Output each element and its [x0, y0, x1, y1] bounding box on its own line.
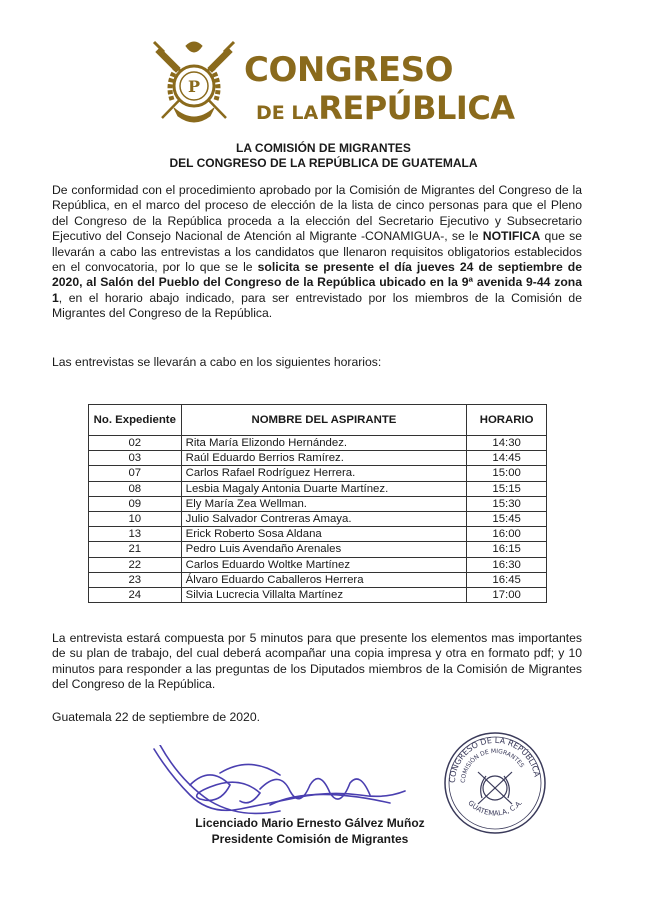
logo-word-congreso: CONGRESO	[244, 50, 454, 90]
congress-logo-text	[244, 50, 515, 132]
table-header-row	[89, 405, 547, 436]
table-row	[89, 511, 547, 526]
table-row	[89, 587, 547, 602]
table-row	[89, 436, 547, 451]
cell-expediente: 02	[89, 436, 182, 451]
svg-text:P: P	[187, 77, 201, 96]
paragraph-bold-notifica: NOTIFICA	[482, 229, 541, 244]
table-row	[89, 542, 547, 557]
cell-nombre: Carlos Eduardo Woltke Martínez	[181, 557, 467, 572]
cell-nombre: Lesbia Magaly Antonia Duarte Martínez.	[181, 481, 467, 496]
cell-horario: 15:15	[467, 481, 547, 496]
cell-horario: 15:45	[467, 511, 547, 526]
column-header-expediente: No. Expediente	[89, 405, 182, 436]
cell-expediente: 21	[89, 542, 182, 557]
cell-horario: 17:00	[467, 587, 547, 602]
table-row	[89, 451, 547, 466]
column-header-nombre: NOMBRE DEL ASPIRANTE	[181, 405, 467, 436]
schedule-intro-paragraph: Las entrevistas se llevarán a cabo en los siguientes horarios:	[52, 355, 382, 369]
table-row	[89, 527, 547, 542]
cell-expediente: 08	[89, 481, 182, 496]
paragraph-text: que se llevarán a cabo las entrevistas a los candidatos que llenaron requisitos obligatorios establecidos en el convocatoria, por lo que se le	[52, 229, 583, 275]
cell-horario: 14:45	[467, 451, 547, 466]
table-row	[89, 466, 547, 481]
logo-word-de-la: DE LA	[256, 102, 319, 124]
title-line-2: DEL CONGRESO DE LA REPÚBLICA DE GUATEMALA	[169, 156, 478, 170]
paragraph-text: De conformidad con el procedimiento aprobado por la Comisión de Migrantes del Congreso de la República, en el marco del proceso de elección de la lista de cinco personas para que el Pleno del Congreso de la República proceda a la elección del Secretario Ejecutivo y Subsecretario Ejecutivo del Consejo Nacional de Atención al Migrante -CONAMIGUA-, se le	[52, 183, 582, 244]
cell-expediente: 09	[89, 496, 182, 511]
seal-emblem-icon	[478, 772, 512, 804]
congress-coat-of-arms-icon	[150, 38, 238, 130]
logo-word-republica: REPÚBLICA	[318, 89, 515, 127]
paragraph-text: , en el horario abajo indicado, para ser entrevistado por los miembros de la Comisión de Migrantes del Congreso de la República.	[52, 290, 582, 321]
cell-horario: 15:00	[467, 466, 547, 481]
cell-horario: 16:30	[467, 557, 547, 572]
cell-expediente: 13	[89, 527, 182, 542]
table-row	[89, 557, 547, 572]
cell-nombre: Julio Salvador Contreras Amaya.	[181, 511, 467, 526]
signer-role: Presidente Comisión de Migrantes	[211, 832, 409, 846]
seal-text-top: CONGRESO DE LA REPÚBLICA	[447, 735, 542, 784]
logo-word-de-la-republica	[256, 89, 515, 132]
cell-nombre: Carlos Rafael Rodríguez Herrera.	[181, 466, 467, 481]
signer-name: Licenciado Mario Ernesto Gálvez Muñoz	[195, 816, 425, 830]
interview-format-paragraph: La entrevista estará compuesta por 5 minutos para que presente los elementos mas importantes de su plan de trabajo, del cual deberá acompañar una copia impresa y otra en formato pdf; y 10 minutos para responder a las preguntas de los Diputados miembros de la Comisión de Migrantes del Congreso de la República.	[52, 631, 582, 692]
table-row	[89, 572, 547, 587]
cell-expediente: 10	[89, 511, 182, 526]
cell-horario: 16:45	[467, 572, 547, 587]
cell-nombre: Álvaro Eduardo Caballeros Herrera	[181, 572, 467, 587]
commission-seal-icon	[440, 728, 550, 838]
paragraph-bold-appointment: solicita se presente el día jueves 24 de septiembre de 2020, al Salón del Pueblo del Congreso de la República ubicado en la 9ª avenida 9-44 zona 1	[52, 260, 582, 305]
cell-nombre: Pedro Luis Avendaño Arenales	[181, 542, 467, 557]
title-line-1: LA COMISIÓN DE MIGRANTES	[236, 141, 411, 155]
table-row	[89, 496, 547, 511]
seal-text-inner: COMISIÓN DE MIGRANTES	[459, 747, 526, 784]
cell-horario: 14:30	[467, 436, 547, 451]
cell-horario: 16:00	[467, 527, 547, 542]
signer-block	[180, 815, 440, 847]
cell-nombre: Ely María Zea Wellman.	[181, 496, 467, 511]
letterhead	[0, 34, 647, 134]
cell-horario: 16:15	[467, 542, 547, 557]
document-title	[0, 141, 647, 171]
cell-horario: 15:30	[467, 496, 547, 511]
cell-expediente: 07	[89, 466, 182, 481]
column-header-horario: HORARIO	[467, 405, 547, 436]
cell-nombre: Rita María Elizondo Hernández.	[181, 436, 467, 451]
cell-expediente: 03	[89, 451, 182, 466]
seal-text-bottom: GUATEMALA, C.A.	[466, 798, 525, 818]
cell-nombre: Erick Roberto Sosa Aldana	[181, 527, 467, 542]
date-line: Guatemala 22 de septiembre de 2020.	[52, 710, 261, 724]
cell-nombre: Raúl Eduardo Berrios Ramírez.	[181, 451, 467, 466]
cell-nombre: Silvia Lucrecia Villalta Martínez	[181, 587, 467, 602]
cell-expediente: 22	[89, 557, 182, 572]
handwritten-signature-icon	[150, 745, 410, 825]
interview-schedule-table	[88, 404, 547, 603]
cell-expediente: 23	[89, 572, 182, 587]
notification-paragraph	[52, 183, 582, 322]
table-row	[89, 481, 547, 496]
cell-expediente: 24	[89, 587, 182, 602]
